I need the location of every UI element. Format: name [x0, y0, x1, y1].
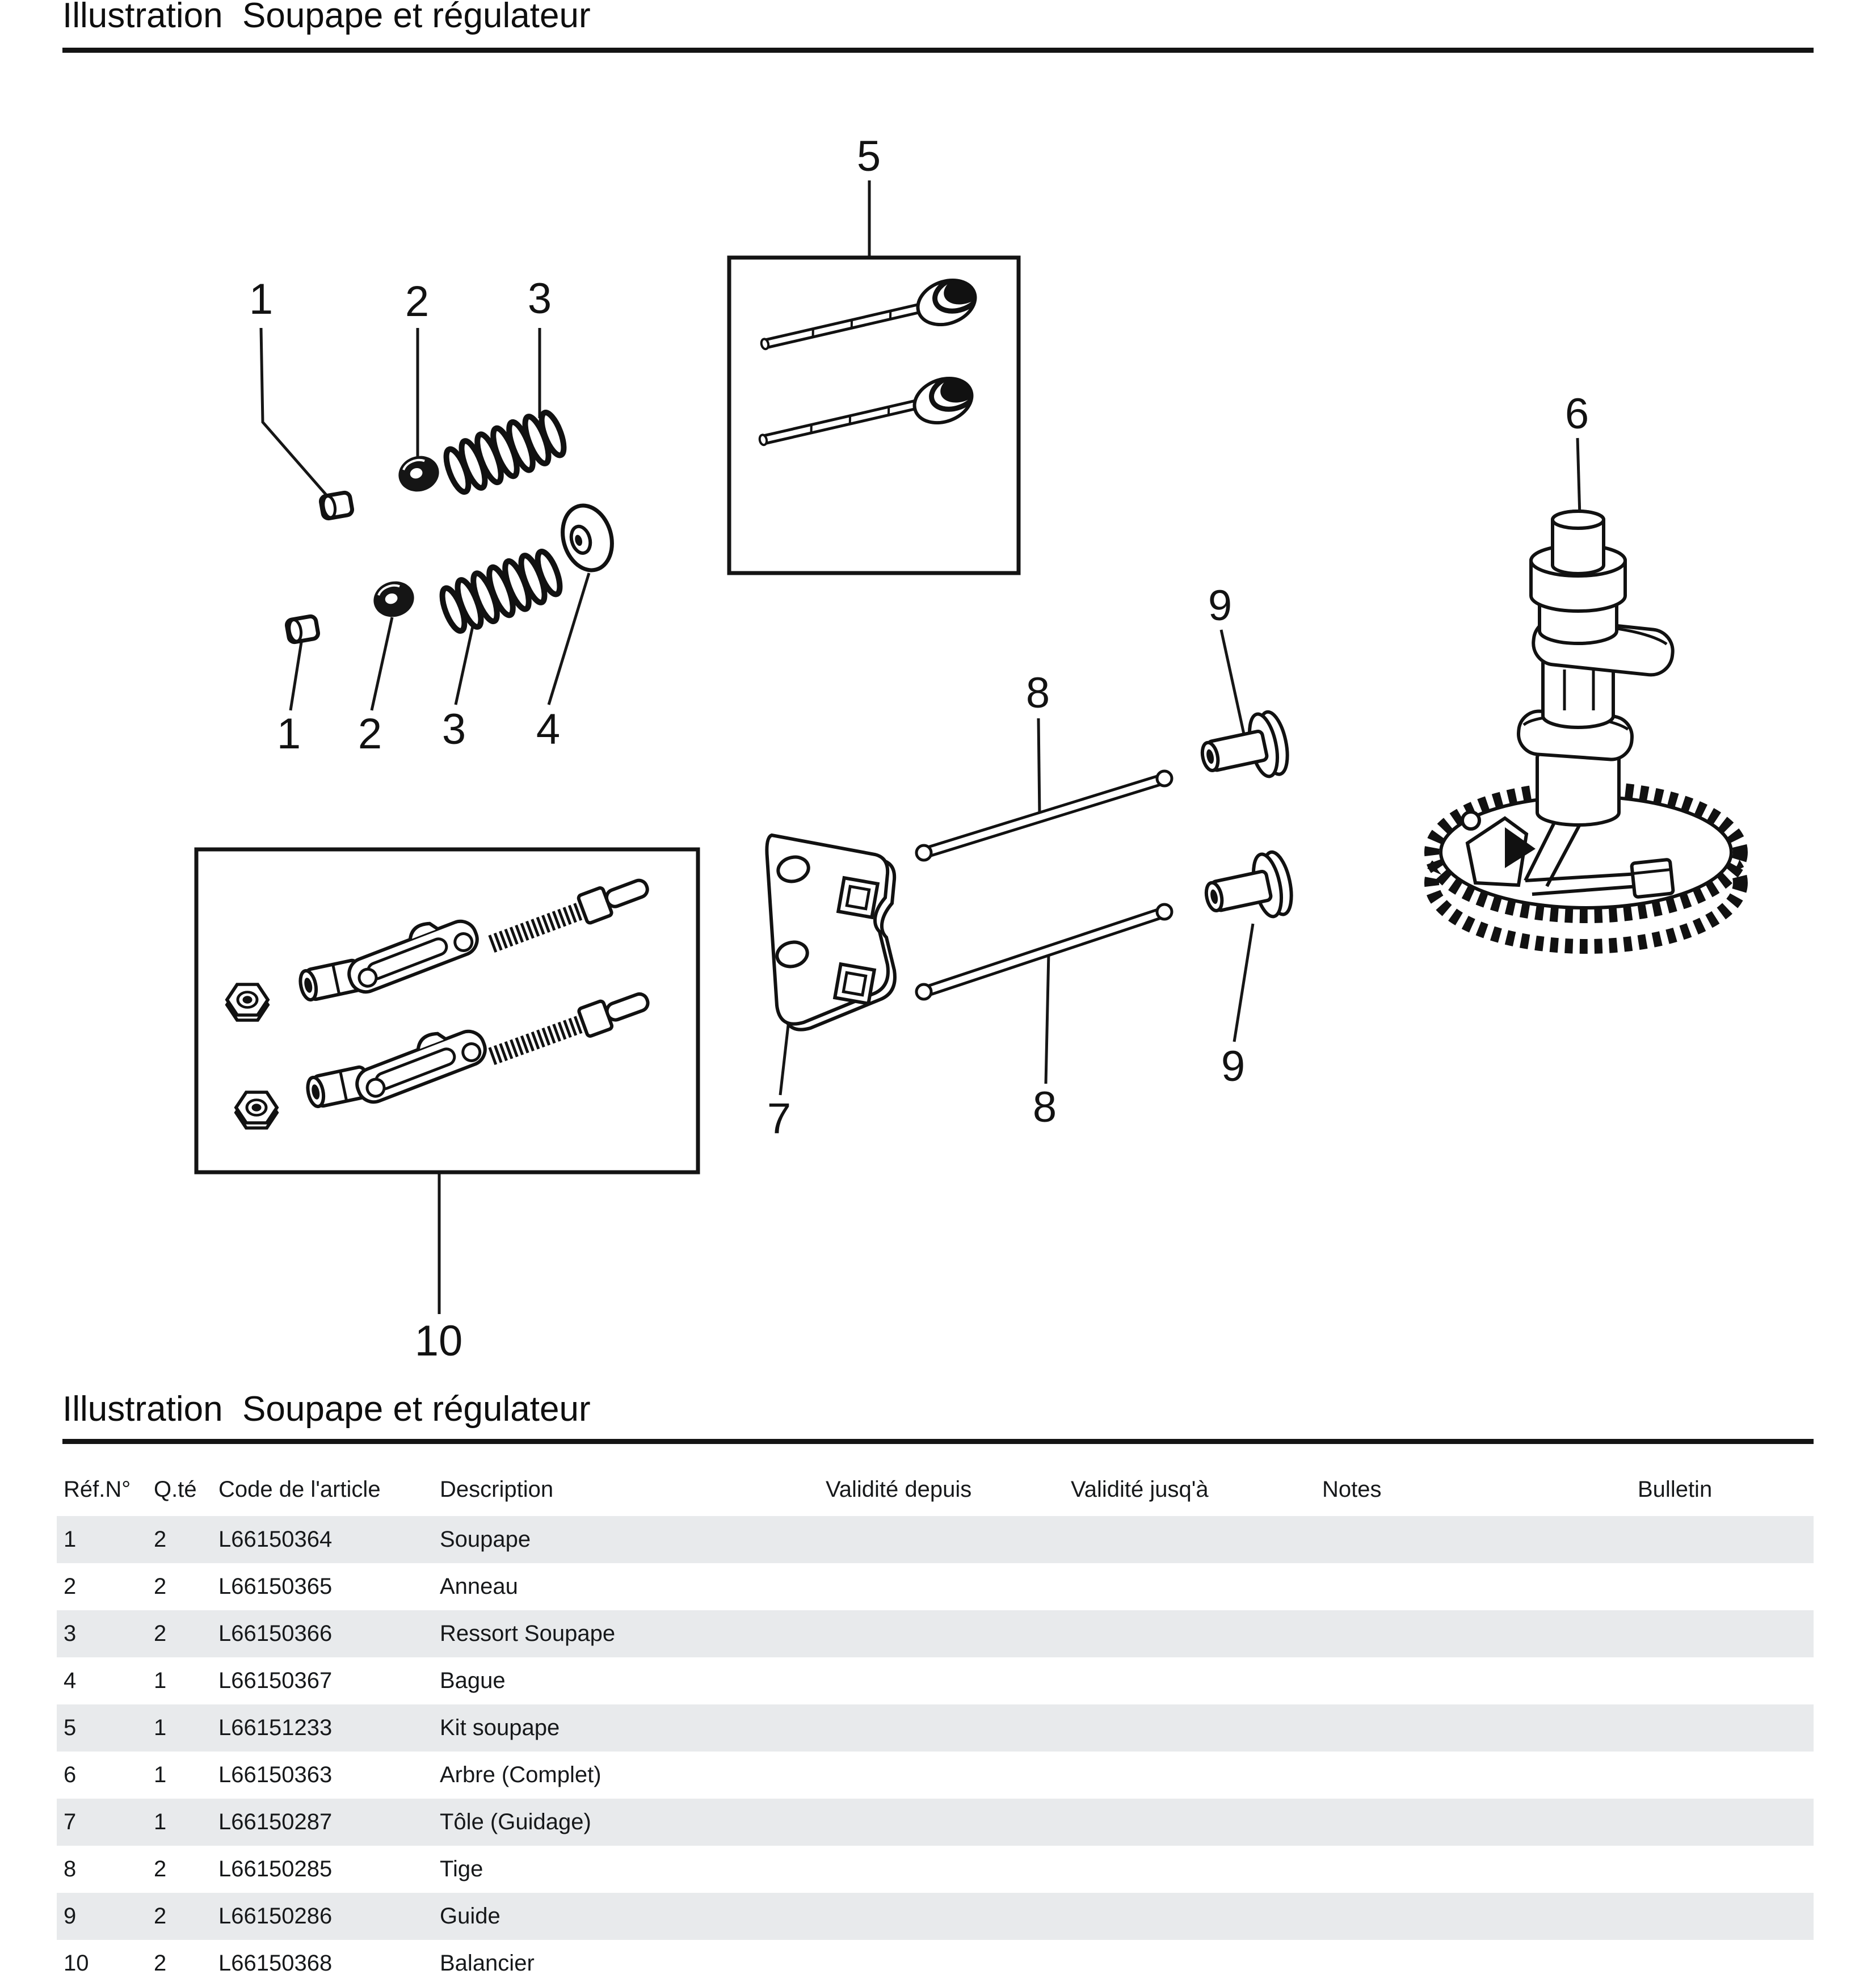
cell-code: L66150366 [218, 1621, 333, 1646]
cell-desc: Anneau [440, 1574, 518, 1599]
callout-10: 10 [414, 1317, 463, 1365]
part-arbre-camshaft [1432, 511, 1740, 946]
cell-qty: 2 [154, 1904, 167, 1929]
cell-qty: 2 [154, 1574, 167, 1599]
part-tige-a [916, 771, 1172, 860]
table-row [57, 1516, 1814, 1563]
part-valve-a [760, 268, 990, 350]
column-header-valid-from: Validité depuis [826, 1477, 972, 1502]
cell-code: L66151233 [218, 1715, 333, 1740]
section-title: Illustration Soupape et régulateur [62, 1390, 591, 1429]
cell-code: L66150368 [218, 1951, 333, 1976]
cell-code: L66150287 [218, 1809, 333, 1834]
cell-desc: Tôle (Guidage) [440, 1809, 591, 1834]
column-header-code: Code de l'article [218, 1477, 381, 1502]
cell-code: L66150285 [218, 1857, 333, 1881]
cell-qty: 2 [154, 1951, 167, 1976]
part-soupape-cap-lower [286, 616, 319, 643]
cell-desc: Ressort Soupape [440, 1621, 616, 1646]
callout-9-lower: 9 [1221, 1042, 1246, 1091]
cell-ref: 1 [64, 1527, 77, 1552]
cell-qty: 2 [154, 1857, 167, 1881]
section-divider [62, 1439, 1814, 1444]
table-row [57, 1846, 1814, 1893]
part-bague-retainer [556, 500, 620, 576]
cell-code: L66150286 [218, 1904, 333, 1929]
cell-ref: 9 [64, 1904, 77, 1929]
cell-code: L66150367 [218, 1668, 333, 1693]
column-header-bulletin: Bulletin [1638, 1477, 1713, 1502]
callout-1-lower: 1 [276, 710, 301, 758]
callout-3-lower: 3 [441, 705, 466, 753]
table-row [57, 1657, 1814, 1704]
page-title: Illustration Soupape et régulateur [62, 0, 591, 35]
callout-9-upper: 9 [1208, 582, 1233, 630]
cell-ref: 8 [64, 1857, 77, 1881]
callout-2-lower: 2 [357, 710, 382, 758]
cell-code: L66150365 [218, 1574, 333, 1599]
table-row [57, 1752, 1814, 1799]
callout-6: 6 [1564, 390, 1589, 438]
part-soupape-cap-upper [320, 492, 353, 519]
cell-desc: Bague [440, 1668, 506, 1693]
cell-desc: Balancier [440, 1951, 535, 1976]
cell-ref: 2 [64, 1574, 77, 1599]
column-header-notes: Notes [1322, 1477, 1382, 1502]
cell-qty: 1 [154, 1668, 167, 1693]
cell-ref: 3 [64, 1621, 77, 1646]
cell-desc: Arbre (Complet) [440, 1762, 602, 1787]
cell-desc: Soupape [440, 1527, 531, 1552]
cell-qty: 2 [154, 1527, 167, 1552]
part-balancier-kit [227, 872, 652, 1128]
callout-3-upper: 3 [527, 275, 552, 323]
part-guide-a [1196, 709, 1292, 789]
callout-1-upper: 1 [249, 275, 274, 323]
column-header-ref: Réf.N° [64, 1477, 131, 1502]
table-row [57, 1704, 1814, 1752]
cell-desc: Guide [440, 1904, 500, 1929]
part-guide-b [1200, 849, 1296, 929]
part-ressort-upper [441, 407, 569, 498]
column-header-valid-to: Validité jusq'à [1071, 1477, 1209, 1502]
table-row [57, 1563, 1814, 1610]
cell-ref: 4 [64, 1668, 77, 1693]
table-row [57, 1799, 1814, 1846]
callout-2-upper: 2 [405, 277, 430, 326]
callout-8-upper: 8 [1025, 669, 1050, 717]
callout-5: 5 [856, 132, 881, 180]
table-row [57, 1940, 1814, 1987]
cell-qty: 1 [154, 1762, 167, 1787]
cell-qty: 1 [154, 1809, 167, 1834]
callout-8-lower: 8 [1032, 1083, 1057, 1131]
cell-ref: 6 [64, 1762, 77, 1787]
part-ressort-lower [437, 546, 565, 637]
callout-4: 4 [536, 705, 561, 753]
cell-desc: Kit soupape [440, 1715, 560, 1740]
cell-qty: 2 [154, 1621, 167, 1646]
cell-ref: 5 [64, 1715, 77, 1740]
cell-desc: Tige [440, 1857, 483, 1881]
part-tole-guidage [767, 835, 895, 1030]
part-anneau-upper [394, 451, 443, 496]
column-header-desc: Description [440, 1477, 554, 1502]
part-valve-b [759, 367, 986, 445]
table-row [57, 1610, 1814, 1657]
cell-code: L66150363 [218, 1762, 333, 1787]
table-row [57, 1893, 1814, 1940]
part-anneau-lower [369, 576, 418, 621]
cell-code: L66150364 [218, 1527, 333, 1552]
cell-ref: 7 [64, 1809, 77, 1834]
column-header-qty: Q.té [154, 1477, 197, 1502]
part-tige-b [916, 904, 1172, 999]
cell-ref: 10 [64, 1951, 89, 1976]
cell-qty: 1 [154, 1715, 167, 1740]
callout-7: 7 [767, 1094, 792, 1143]
